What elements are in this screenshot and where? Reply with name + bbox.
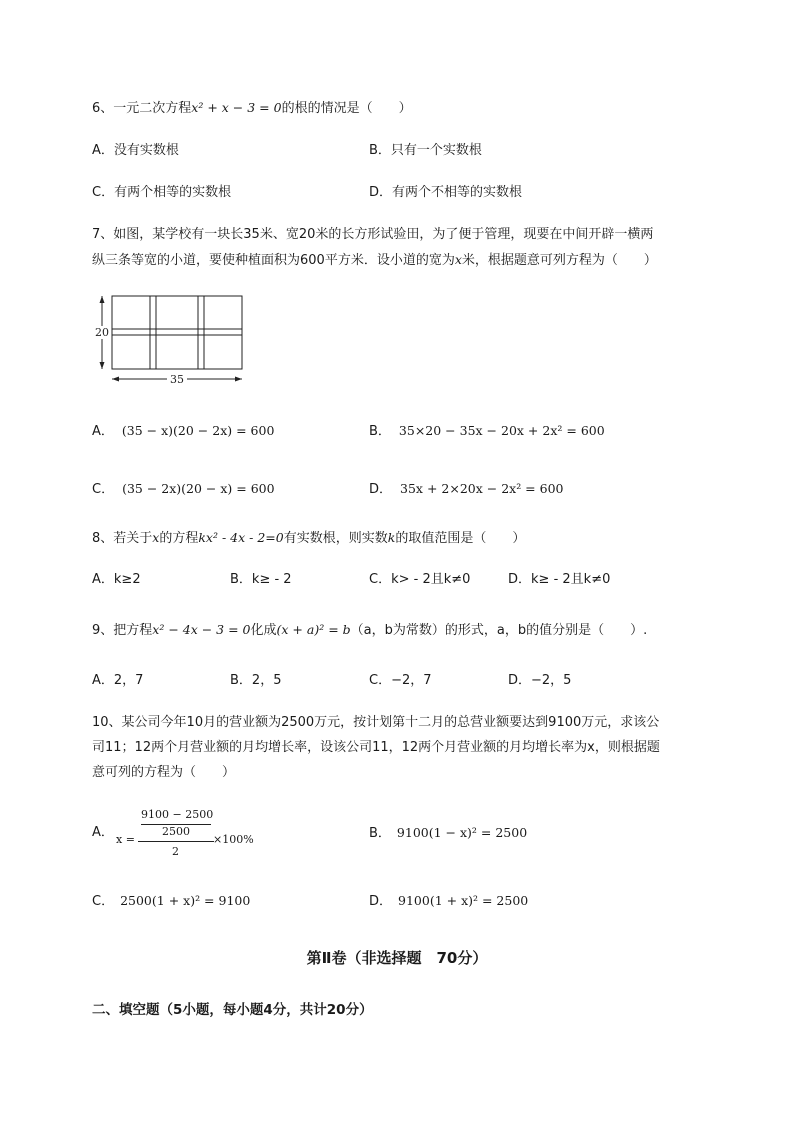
q10-stem-line2: 司11；12两个月营业额的月均增长率，设该公司11，12两个月营业额的月均增长率为x，则根据题 — [92, 740, 660, 755]
q9-option-b — [230, 672, 281, 690]
q7-option-c — [92, 480, 275, 499]
q6-option-b — [369, 142, 482, 160]
option-text: k> - 2且k≠0 — [391, 572, 471, 587]
q8-stem — [92, 529, 525, 548]
q8-variable: x — [152, 530, 160, 545]
q8-option-c — [369, 571, 470, 589]
q8-suffix: 有实数根，则实数 — [283, 531, 388, 546]
q8-option-a — [92, 571, 141, 589]
q10-option-a-formula — [116, 806, 276, 864]
q9-option-a — [92, 672, 143, 690]
option-text: −2，5 — [531, 673, 572, 688]
q6-suffix: 的根的情况是（ ） — [281, 101, 412, 116]
option-text: k≥2 — [113, 572, 141, 587]
q6-option-d — [369, 184, 522, 202]
outer-fraction-bar — [138, 841, 214, 842]
q10-option-d — [369, 892, 528, 911]
q8-middle: 的方程 — [159, 531, 199, 546]
option-text: 9100(1 − x)² = 2500 — [396, 825, 528, 840]
option-letter: C． — [92, 894, 115, 909]
q8-suffix2: 的取值范围是（ ） — [395, 531, 526, 546]
inner-numerator: 9100 − 2500 — [141, 808, 214, 821]
option-text: 有两个不相等的实数根 — [392, 185, 523, 200]
q8-equation: kx² - 4x - 2=0 — [198, 530, 284, 545]
q9-equation: x² − 4x − 3 = 0 — [152, 622, 251, 637]
q7-field-diagram — [92, 292, 252, 388]
q7-option-d — [369, 480, 564, 499]
q7-stem-line1: 7、如图，某学校有一块长35米、宽20米的长方形试验田，为了便于管理，现要在中间开辟一横两 — [92, 227, 654, 242]
option-text: 35×20 − 35x − 20x + 2x² = 600 — [398, 423, 605, 438]
q10-stem-line1: 10、某公司今年10月的营业额为2500万元，按计划第十二月的总营业额要达到9100万元，求该公 — [92, 715, 660, 730]
q7-line2-suffix: 米，根据题意可列方程为（ ） — [461, 253, 657, 268]
option-letter: A． — [92, 673, 114, 688]
q6-option-c — [92, 184, 231, 202]
option-letter: D． — [369, 185, 393, 200]
field-outline — [112, 296, 242, 369]
q10-option-c — [92, 892, 250, 911]
option-text: k≥ - 2 — [251, 572, 292, 587]
formula-lhs: x = — [116, 833, 135, 846]
q6-option-a — [92, 142, 179, 160]
option-letter: C． — [92, 482, 115, 497]
height-label: 20 — [95, 326, 109, 339]
inner-denominator: 2500 — [162, 825, 190, 838]
option-letter: B． — [369, 143, 391, 158]
q7-option-b — [369, 422, 605, 441]
option-letter: D． — [369, 894, 393, 909]
option-text: (35 − x)(20 − 2x) = 600 — [121, 423, 275, 438]
q8-prefix: 8、若关于 — [92, 531, 153, 546]
q6-equation: x² + x − 3 = 0 — [191, 100, 282, 115]
q10-option-b — [369, 824, 527, 843]
q9-stem — [92, 621, 647, 640]
part2-title: 第Ⅱ卷（非选择题 70分） — [306, 949, 488, 967]
q9-target-form: (x + a)² = b — [276, 622, 351, 637]
option-text: (35 − 2x)(20 − x) = 600 — [122, 481, 275, 496]
option-letter: D． — [508, 572, 532, 587]
q8-option-b — [230, 571, 292, 589]
option-text: 2，7 — [113, 673, 144, 688]
option-letter: C． — [369, 572, 392, 587]
option-letter: A． — [92, 424, 114, 439]
option-letter: A． — [92, 572, 114, 587]
option-text: 2500(1 + x)² = 9100 — [120, 893, 251, 908]
option-letter: C． — [369, 673, 392, 688]
q9-option-d — [508, 672, 571, 690]
q10-stem-line3: 意可列的方程为（ ） — [92, 765, 236, 780]
option-text: 没有实数根 — [113, 143, 179, 158]
width-arrow-left — [112, 377, 119, 382]
option-letter: A． — [92, 143, 114, 158]
q7-option-a — [92, 422, 274, 441]
option-letter: D． — [508, 673, 532, 688]
option-text: −2，7 — [391, 673, 432, 688]
option-letter: D． — [369, 482, 393, 497]
option-text: k≥ - 2且k≠0 — [531, 572, 611, 587]
q7-line2-prefix: 纵三条等宽的小道，要使种植面积为600平方米．设小道的宽为 — [92, 253, 455, 268]
width-arrow-right — [235, 377, 242, 382]
q9-middle: 化成 — [250, 623, 277, 638]
option-letter: B． — [230, 673, 252, 688]
q7-variable: x — [454, 252, 462, 267]
option-text: 9100(1 + x)² = 2500 — [398, 893, 529, 908]
q6-stem — [92, 99, 412, 118]
q7-stem-line2 — [92, 251, 657, 270]
option-text: 只有一个实数根 — [390, 143, 482, 158]
option-letter: B． — [369, 424, 391, 439]
width-label: 35 — [170, 373, 184, 386]
option-letter: C． — [92, 185, 115, 200]
formula-tail: ×100% — [213, 833, 254, 846]
option-text: 2，5 — [251, 673, 282, 688]
option-letter: B． — [369, 826, 391, 841]
option-text: 有两个相等的实数根 — [114, 185, 232, 200]
q9-option-c — [369, 672, 432, 690]
q10-option-a-letter: A． — [92, 825, 114, 840]
outer-denominator: 2 — [172, 845, 179, 858]
q9-suffix: （a，b为常数）的形式，a，b的值分别是（ ）. — [350, 623, 648, 638]
option-letter: B． — [230, 572, 252, 587]
q8-variable-k: k — [387, 530, 396, 545]
q6-prefix: 6、一元二次方程 — [92, 101, 192, 116]
fill-blank-section-heading: 二、填空题（5小题，每小题4分，共计20分） — [92, 1002, 373, 1018]
height-arrow-top — [100, 296, 105, 303]
q9-prefix: 9、把方程 — [92, 623, 153, 638]
q8-option-d — [508, 571, 610, 589]
height-arrow-bottom — [100, 362, 105, 369]
option-text: 35x + 2×20x − 2x² = 600 — [400, 481, 564, 496]
